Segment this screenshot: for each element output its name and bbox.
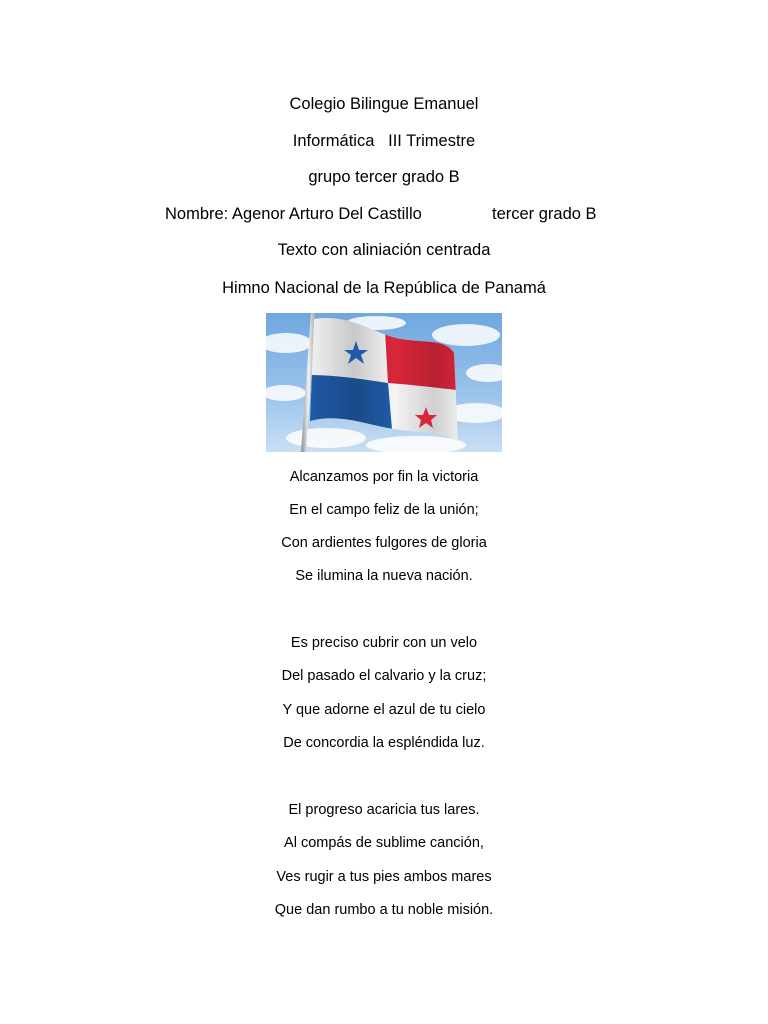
verse-1-line-1: Alcanzamos por fin la victoria: [289, 469, 479, 485]
student-grade: tercer grado B: [492, 205, 597, 223]
alignment-note: Texto con aliniación centrada: [277, 241, 491, 259]
verse-1-line-4: Se ilumina la nueva nación.: [295, 568, 473, 584]
verse-2-line-1: Es preciso cubrir con un velo: [290, 635, 478, 651]
school-name: Colegio Bilingue Emanuel: [289, 95, 479, 113]
verse-3-line-3: Ves rugir a tus pies ambos mares: [276, 869, 492, 885]
verse-1-line-2: En el campo feliz de la unión;: [289, 502, 479, 518]
panama-flag-image: [266, 313, 502, 452]
verse-2-line-2: Del pasado el calvario y la cruz;: [281, 668, 487, 684]
verse-2-line-4: De concordia la espléndida luz.: [283, 735, 485, 751]
verse-1-line-3: Con ardientes fulgores de gloria: [281, 535, 487, 551]
verse-3-line-1: El progreso acaricia tus lares.: [288, 802, 480, 818]
student-line: [0, 204, 768, 224]
verse-3-line-2: Al compás de sublime canción,: [284, 835, 484, 851]
panama-flag-icon: [266, 313, 502, 452]
student-name: Nombre: Agenor Arturo Del Castillo: [165, 205, 422, 223]
subject-line: Informática III Trimestre: [292, 132, 476, 150]
verse-3-line-4: Que dan rumbo a tu noble misión.: [274, 902, 494, 918]
group-line: grupo tercer grado B: [308, 168, 460, 186]
verse-2-line-3: Y que adorne el azul de tu cielo: [282, 702, 486, 718]
anthem-title: Himno Nacional de la República de Panamá: [222, 279, 546, 297]
